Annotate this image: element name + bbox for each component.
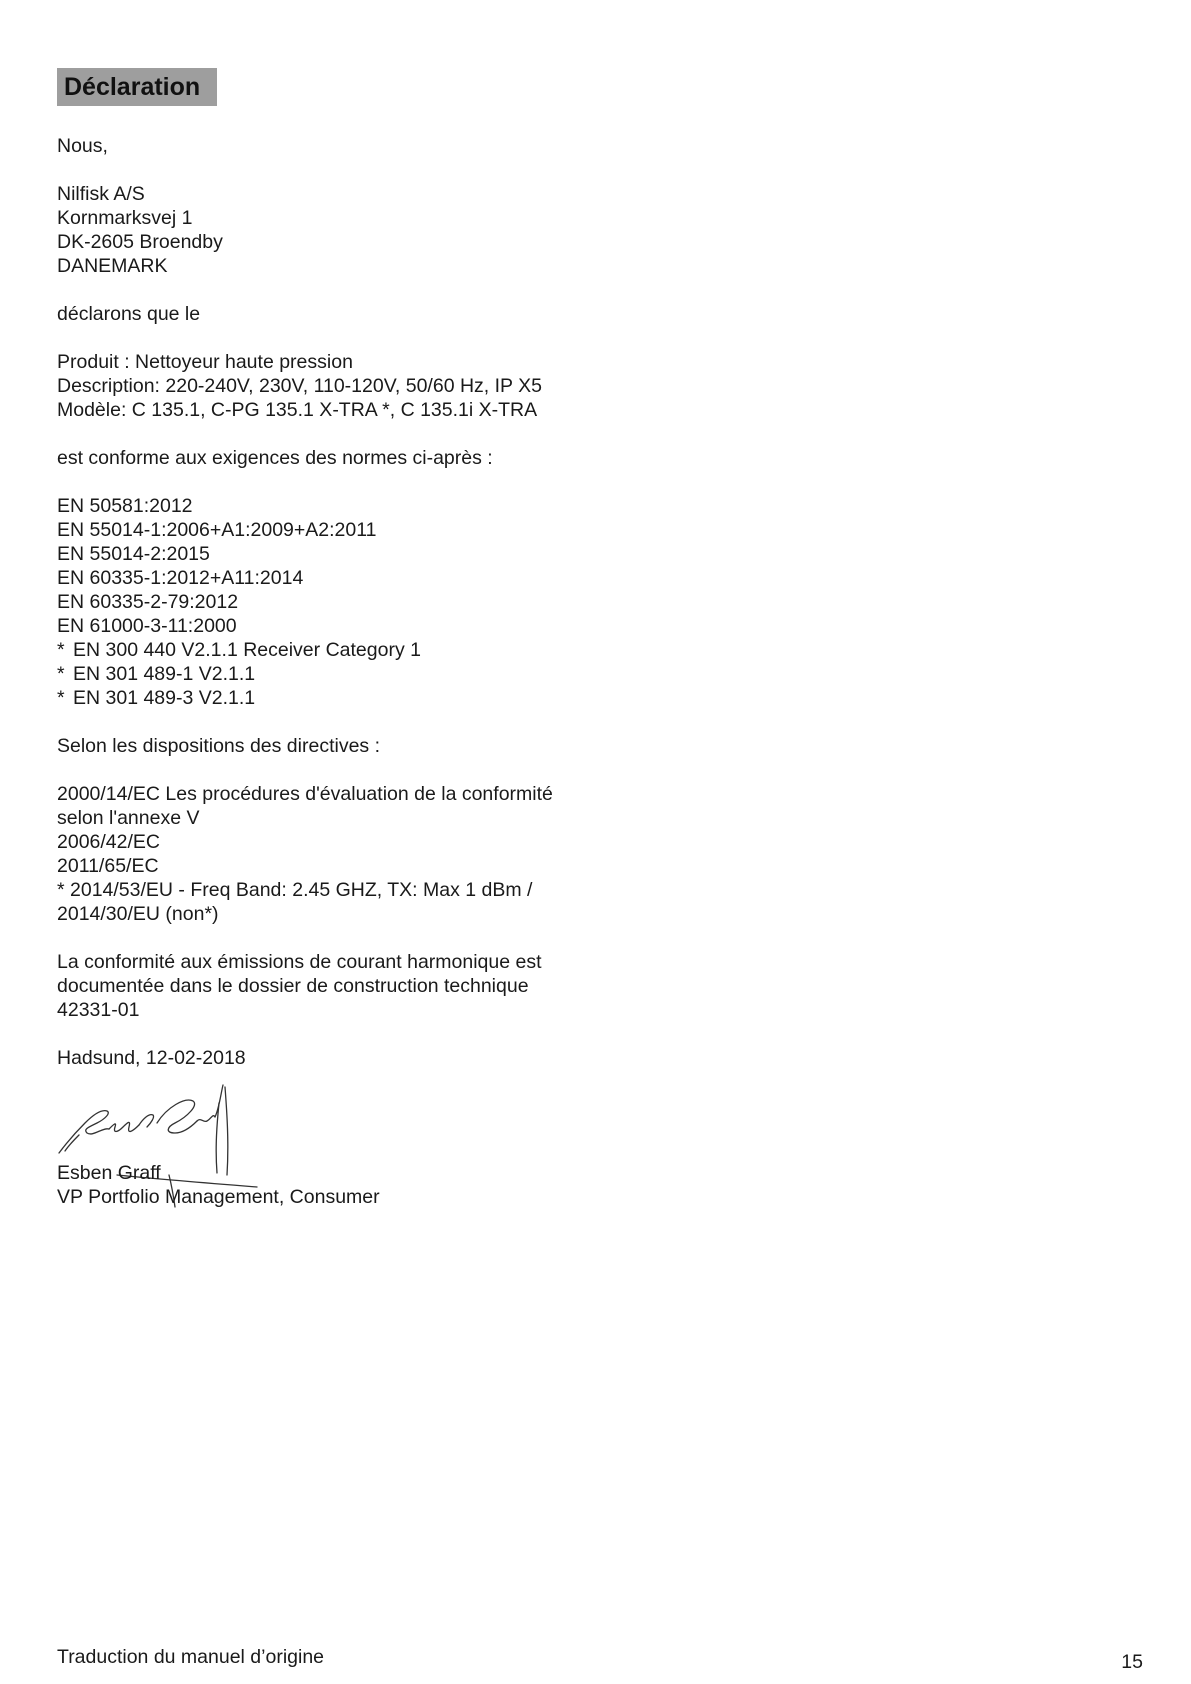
standard-item xyxy=(57,590,677,614)
signer-role: VP Portfolio Management, Consumer xyxy=(57,1186,380,1208)
harmonic-line: La conformité aux émissions de courant harmonique est xyxy=(57,951,542,973)
directives-intro-text: Selon les dispositions des directives : xyxy=(57,735,380,757)
directives-intro xyxy=(57,734,677,758)
footer-translation-note: Traduction du manuel d’origine xyxy=(57,1646,325,1668)
standard-item xyxy=(57,542,677,566)
place-date xyxy=(57,1046,677,1070)
standard-star: * xyxy=(57,663,65,685)
standard-item xyxy=(57,518,677,542)
standard-text: EN 301 489-3 V2.1.1 xyxy=(73,687,256,709)
greeting-text: Nous, xyxy=(57,135,108,157)
page-number: 15 xyxy=(1121,1651,1143,1673)
standard-item xyxy=(57,494,677,518)
company-street: Kornmarksvej 1 xyxy=(57,207,193,229)
standard-text: EN 300 440 V2.1.1 Receiver Category 1 xyxy=(73,639,421,661)
directive-line: 2014/30/EU (non*) xyxy=(57,903,219,925)
page-title: Déclaration xyxy=(57,68,217,106)
standard-item xyxy=(57,638,677,662)
standard-item xyxy=(57,614,677,638)
conformity-intro-text: est conforme aux exigences des normes ci-après : xyxy=(57,447,493,469)
directive-line: 2006/42/EC xyxy=(57,831,160,853)
declare-intro-text: déclarons que le xyxy=(57,303,201,325)
directive-line: selon l'annexe V xyxy=(57,807,200,829)
harmonic-line: 42331-01 xyxy=(57,999,140,1021)
standard-item xyxy=(57,662,677,686)
standard-text: EN 61000-3-11:2000 xyxy=(57,615,237,637)
product-info xyxy=(57,350,677,422)
company-address xyxy=(57,182,677,278)
company-country: DANEMARK xyxy=(57,255,168,277)
harmonic-statement xyxy=(57,950,677,1022)
conformity-intro xyxy=(57,446,677,470)
standard-text: EN 60335-2-79:2012 xyxy=(57,591,239,613)
directive-line: * 2014/53/EU - Freq Band: 2.45 GHZ, TX: Max 1 dBm / xyxy=(57,879,533,901)
product-line: Produit : Nettoyeur haute pression xyxy=(57,351,353,373)
signer-info xyxy=(57,1161,380,1209)
standard-text: EN 55014-2:2015 xyxy=(57,543,210,565)
standard-text: EN 50581:2012 xyxy=(57,495,193,517)
standards-list xyxy=(57,494,677,710)
signature-block xyxy=(57,1091,677,1208)
place-date-text: Hadsund, 12-02-2018 xyxy=(57,1047,246,1069)
signer-name: Esben Graff xyxy=(57,1162,161,1184)
declaration-body xyxy=(57,134,677,1208)
greeting xyxy=(57,134,677,158)
directives-list xyxy=(57,782,677,926)
standard-text: EN 55014-1:2006+A1:2009+A2:2011 xyxy=(57,519,377,541)
harmonic-line: documentée dans le dossier de construction technique xyxy=(57,975,529,997)
company-name: Nilfisk A/S xyxy=(57,183,145,205)
standard-star: * xyxy=(57,687,65,709)
company-city: DK-2605 Broendby xyxy=(57,231,223,253)
standard-star: * xyxy=(57,639,65,661)
directive-line: 2011/65/EC xyxy=(57,855,159,877)
declare-intro xyxy=(57,302,677,326)
standard-item xyxy=(57,686,677,710)
standard-item xyxy=(57,566,677,590)
product-description: Description: 220-240V, 230V, 110-120V, 50/60 Hz, IP X5 xyxy=(57,375,542,397)
standard-text: EN 301 489-1 V2.1.1 xyxy=(73,663,256,685)
product-model: Modèle: C 135.1, C-PG 135.1 X-TRA *, C 135.1i X-TRA xyxy=(57,399,538,421)
directive-line: 2000/14/EC Les procédures d'évaluation de la conformité xyxy=(57,783,553,805)
standard-text: EN 60335-1:2012+A11:2014 xyxy=(57,567,304,589)
